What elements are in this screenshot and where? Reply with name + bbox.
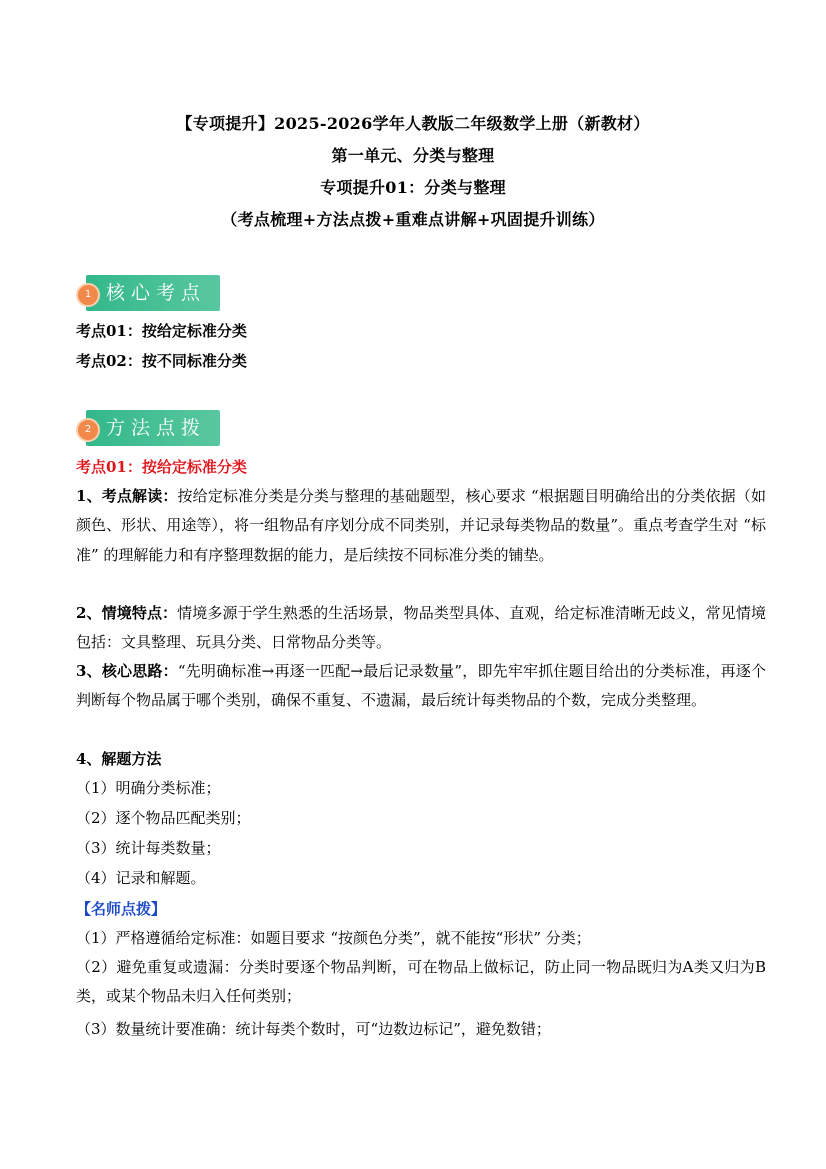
paragraph-label: 2、情境特点：	[76, 604, 178, 622]
method-step: （4）记录和解题。	[76, 869, 206, 887]
title-block	[0, 108, 826, 236]
paragraph-core-idea	[76, 657, 766, 716]
unit-title: 第一单元、分类与整理	[331, 146, 495, 165]
section-title-bar: 核心考点	[86, 275, 220, 311]
contents-subtitle: （考点梳理+方法点拨+重难点讲解+巩固提升训练）	[221, 210, 605, 229]
method-step: （1）明确分类标准；	[76, 779, 221, 797]
method-step: （2）逐个物品匹配类别；	[76, 809, 251, 827]
method-subtitle: 考点01：按给定标准分类	[76, 458, 247, 476]
method-step: （3）统计每类数量；	[76, 839, 221, 857]
paragraph-context	[76, 599, 766, 658]
method-steps-heading: 4、解题方法	[76, 750, 162, 768]
paragraph-text: 情境多源于学生熟悉的生活场景，物品类型具体、直观，给定标准清晰无歧义，常见情境包括：文具整理、玩具分类、日常物品分类等。	[76, 604, 766, 652]
teacher-tip-3: （3）数量统计要准确：统计每类个数时，可“边数边标记”，避免数错；	[76, 1020, 551, 1038]
section-number-badge: 1	[76, 283, 100, 307]
topic-title: 专项提升01：分类与整理	[320, 178, 506, 197]
core-point-item-1: 考点01：按给定标准分类	[76, 322, 247, 340]
core-point-item-2: 考点02：按不同标准分类	[76, 352, 247, 370]
paragraph-label: 1、考点解读：	[76, 487, 178, 505]
paragraph-text: “先明确标准→再逐一匹配→最后记录数量”，即先牢牢抓住题目给出的分类标准，再逐个判断每个物品属于哪个类别，确保不重复、不遗漏，最后统计每类物品的个数，完成分类整理。	[76, 662, 766, 710]
teacher-tip-1: （1）严格遵循给定标准：如题目要求 “按颜色分类”，就不能按“形状” 分类；	[76, 929, 591, 947]
paragraph-label: 3、核心思路：	[76, 662, 178, 680]
teacher-tips-heading: 【名师点拨】	[76, 900, 167, 918]
paragraph-text: 按给定标准分类是分类与整理的基础题型，核心要求 “根据题目明确给出的分类依据（如颜色、形状、用途等），将一组物品有序划分成不同类别，并记录每类物品的数量”。重点考查学生对 “标准” 的理解能力和有序整理数据的能力，是后续按不同标准分类的铺垫。	[76, 487, 766, 564]
paragraph-interpretation	[76, 482, 766, 570]
teacher-tip-2: （2）避免重复或遗漏：分类时要逐个物品判断，可在物品上做标记，防止同一物品既归为A类又归为B类，或某个物品未归入任何类别；	[76, 958, 766, 1006]
document-title: 【专项提升】2025-2026学年人教版二年级数学上册（新教材）	[176, 114, 650, 133]
section-title-bar: 方法点拨	[86, 410, 220, 446]
section-number-badge: 2	[76, 418, 100, 442]
